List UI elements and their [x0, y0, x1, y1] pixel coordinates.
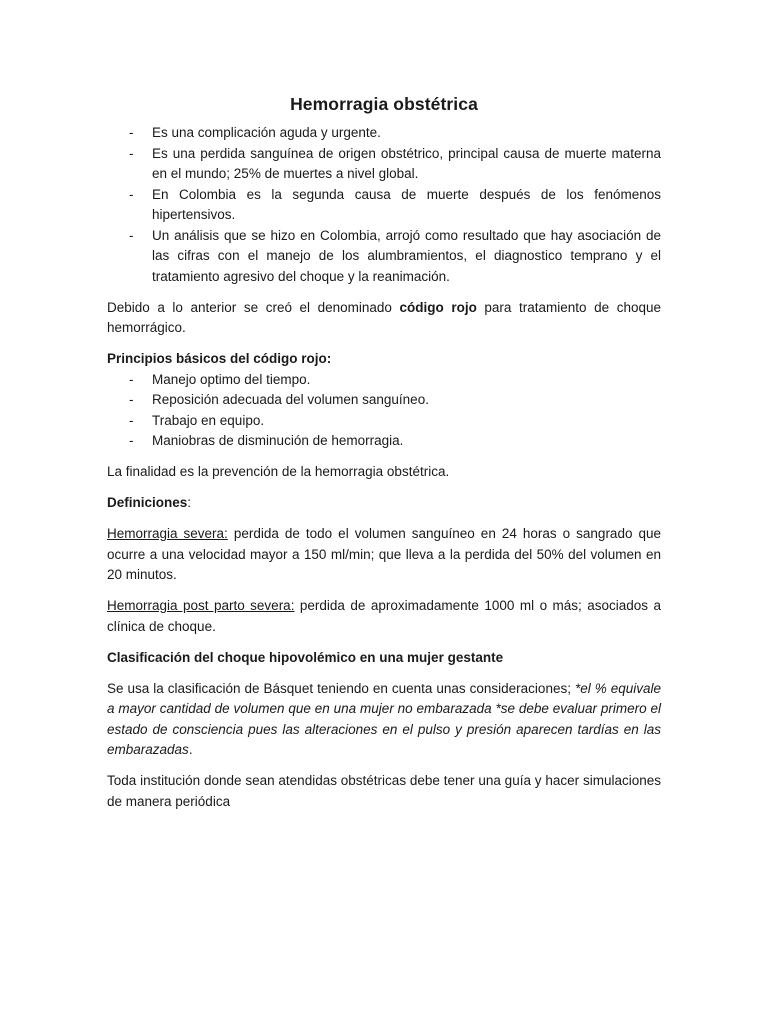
list-item [107, 226, 661, 288]
def-hemorragia-post-parto [107, 596, 661, 637]
list-item [107, 411, 661, 432]
definiciones-heading [107, 493, 661, 514]
list-item [107, 390, 661, 411]
def-hemorragia-severa [107, 524, 661, 586]
final-paragraph: Toda institución donde sean atendidas obstétricas debe tener una guía y hacer simulaciones de manera periódica [107, 773, 661, 809]
list-item-text: En Colombia es la segunda causa de muerte después de los fenómenos hipertensivos. [152, 186, 661, 222]
list-item-text: Manejo optimo del tiempo. [152, 371, 311, 387]
document-title: Hemorragia obstétrica [290, 94, 478, 114]
list-item-text: Trabajo en equipo. [152, 412, 265, 428]
list-item [107, 144, 661, 185]
bullet-dash: - [129, 125, 134, 140]
bullet-dash: - [129, 145, 134, 161]
intro-bullet-list [107, 123, 661, 287]
list-item-text: Un análisis que se hizo en Colombia, arrojó como resultado que hay asociación de las cifras con el manejo de los alumbramientos, el diagnostico temprano y el tratamiento agresivo del choque y la reanimación. [152, 227, 661, 284]
bullet-dash: - [129, 433, 134, 448]
list-item [107, 370, 661, 391]
finalidad-paragraph: La finalidad es la prevención de la hemorragia obstétrica. [107, 464, 450, 479]
codigo-text-before: Debido a lo anterior se creó el denominado [107, 299, 400, 315]
list-item-text: Reposición adecuada del volumen sanguíneo. [152, 392, 429, 407]
bullet-dash: - [129, 227, 134, 243]
list-item-text: Es una complicación aguda y urgente. [152, 125, 381, 140]
principios-bullet-list [107, 370, 661, 452]
bullet-dash: - [129, 392, 134, 407]
list-item [107, 185, 661, 226]
bullet-dash: - [129, 186, 134, 202]
list-item-text: Maniobras de disminución de hemorragia. [152, 433, 404, 448]
def-term: Hemorragia severa: [107, 526, 228, 541]
def-text: perdida de todo el volumen sanguíneo en 24 horas o sangrado que ocurre a una velocidad mayor a 150 ml/min; que lleva a la perdida del 50% del volumen en 20 minutos. [107, 526, 661, 582]
list-item-text: Es una perdida sanguínea de origen obstétrico, principal causa de muerte materna en el mundo; 25% de muertes a nivel global. [152, 145, 661, 181]
def-text: perdida de aproximadamente 1000 ml o más; asociados a clínica de choque. [107, 598, 661, 634]
clasificacion-text: Se usa la clasificación de Básquet teniendo en cuenta unas consideraciones; [107, 680, 575, 696]
bullet-dash: - [129, 371, 134, 387]
clasificacion-italic-text: *el % equivale a mayor cantidad de volumen que en una mujer no embarazada *se debe evaluar primero el estado de consciencia pues las alteraciones en el pulso y presión aparecen tardías en las embarazadas [107, 680, 661, 757]
codigo-rojo-paragraph [107, 298, 661, 339]
definiciones-colon: : [187, 495, 192, 510]
principios-heading: Principios básicos del código rojo: [107, 351, 332, 366]
clasificacion-heading: Clasificación del choque hipovolémico en una mujer gestante [107, 649, 504, 665]
list-item [107, 123, 661, 144]
definiciones-heading-text: Definiciones [107, 495, 188, 510]
clasificacion-paragraph [107, 679, 661, 761]
clasificacion-period: . [188, 742, 193, 757]
codigo-rojo-term: código rojo [399, 299, 477, 315]
bullet-dash: - [129, 412, 134, 428]
def-term: Hemorragia post parto severa: [107, 598, 295, 613]
list-item [107, 431, 661, 452]
codigo-text-after: para tratamiento de choque hemorrágico. [107, 299, 661, 335]
